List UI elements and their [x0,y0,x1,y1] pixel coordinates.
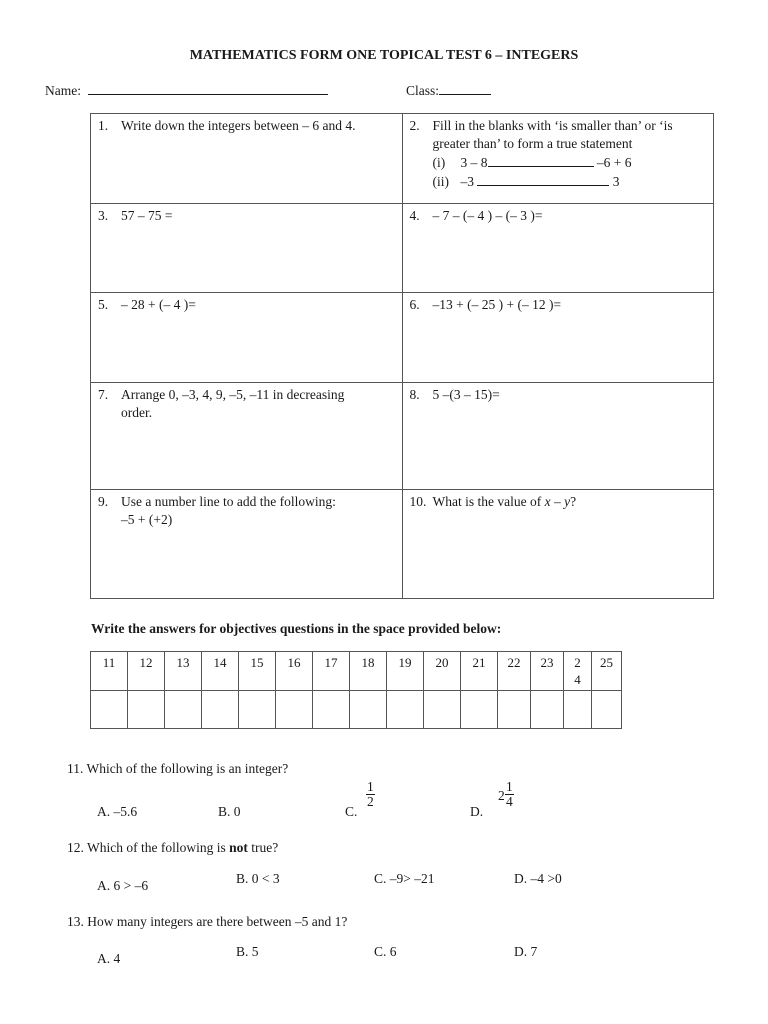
q7-number: 7. [98,387,109,402]
q11-d-fraction [505,780,514,809]
name-label: Name: [45,83,81,98]
q6-number: 6. [409,297,420,312]
answer-grid-header: 23 [531,652,564,691]
answer-grid-header: 2 4 [564,652,592,691]
q10-number: 10. [409,494,427,509]
q2-i-label: (i) [432,155,446,170]
q2-i-left: 3 – 8 [460,155,488,170]
class-label: Class: [406,83,440,98]
q10-text [433,493,577,511]
answer-cell[interactable] [202,691,239,729]
answer-grid-header: 14 [202,652,239,691]
q6-text: –13 + (– 25 ) + (– 12 )= [432,297,562,312]
answer-cell[interactable] [313,691,350,729]
q2-ii-left: –3 [460,174,474,189]
cell-q2[interactable] [402,114,714,204]
q2-i-right: –6 + 6 [596,155,632,170]
q12-option-d[interactable]: D. –4 >0 [514,871,562,886]
answer-grid-header: 25 [592,652,622,691]
q7-text-line1: Arrange 0, –3, 4, 9, –5, –11 in decreasing [121,387,345,402]
cell-q6[interactable] [402,293,714,383]
q2-ii-label: (ii) [432,174,449,189]
answer-grid-header: 19 [387,652,424,691]
q2-text-line2: greater than’ to form a true statement [432,136,633,151]
cell-q7[interactable] [91,383,403,490]
page-title: MATHEMATICS FORM ONE TOPICAL TEST 6 – INTEGERS [189,48,579,63]
q1-number: 1. [98,118,109,133]
q11-c-denominator: 2 [367,794,374,809]
q4-text: – 7 – (– 4 ) – (– 3 )= [432,208,543,223]
name-blank[interactable] [88,81,328,95]
answer-grid-header: 22 [498,652,531,691]
q13-option-b[interactable]: B. 5 [236,944,259,959]
q10-text-post: ? [570,494,577,509]
answer-grid-header: 16 [276,652,313,691]
cell-q1[interactable] [91,114,403,204]
q2-part-ii [433,172,673,191]
answer-cell[interactable] [276,691,313,729]
q5-number: 5. [98,297,109,312]
q11-c-fraction [366,780,375,809]
answer-cell[interactable] [531,691,564,729]
q11-option-c[interactable]: C. [345,804,358,819]
q13-option-a[interactable]: A. 4 [97,951,121,966]
q12-option-a[interactable]: A. 6 > –6 [97,878,149,893]
answer-cell[interactable] [165,691,202,729]
q11-d-denominator: 4 [506,794,513,809]
answer-cell[interactable] [498,691,531,729]
q12-option-c[interactable]: C. –9> –21 [374,871,435,886]
cell-q3[interactable] [91,204,403,293]
q2-ii-blank[interactable] [477,172,609,186]
question-grid [90,113,714,599]
q2-part-i [433,153,673,172]
answer-cell[interactable] [350,691,387,729]
q10-text-pre: What is the value of [432,494,542,509]
q11-option-a[interactable]: A. –5.6 [97,804,138,819]
answer-grid [90,651,622,729]
answer-cell[interactable] [592,691,622,729]
q2-ii-right: 3 [612,174,620,189]
q11-option-b[interactable]: B. 0 [218,804,241,819]
q8-number: 8. [409,387,420,402]
q3-number: 3. [98,208,109,223]
q11-d-numerator: 1 [506,779,513,794]
cell-q8[interactable] [402,383,714,490]
cell-q4[interactable] [402,204,714,293]
q13-option-c[interactable]: C. 6 [374,944,397,959]
q12-stem-bold: not [229,840,248,855]
class-blank[interactable] [439,81,491,95]
q10-var-y: y [564,494,571,509]
q9-text-line1: Use a number line to add the following: [121,494,336,509]
answer-grid-header: 20 [424,652,461,691]
answer-cell[interactable] [387,691,424,729]
q2-number: 2. [409,118,420,133]
q3-text: 57 – 75 = [121,208,173,223]
answer-grid-header: 15 [239,652,276,691]
name-field [45,81,328,99]
q9-text-line2: –5 + (+2) [121,512,173,527]
answer-cell[interactable] [424,691,461,729]
answer-cell[interactable] [564,691,592,729]
cell-q5[interactable] [91,293,403,383]
q12-stem-post: true? [251,840,279,855]
q11-d-whole: 2 [498,788,505,803]
q1-text: Write down the integers between – 6 and 4. [121,118,356,133]
q13-option-d[interactable]: D. 7 [514,944,538,959]
answer-cell[interactable] [91,691,128,729]
q13-stem: 13. How many integers are there between –5 and 1? [67,914,348,929]
q11-stem: 11. Which of the following is an integer? [67,761,289,776]
answer-grid-header: 18 [350,652,387,691]
q11-c-numerator: 1 [367,779,374,794]
objectives-instruction: Write the answers for objectives questions in the space provided below: [91,621,502,636]
q7-text-line2: order. [121,405,153,420]
class-field [406,81,491,99]
answer-cell[interactable] [128,691,165,729]
answer-grid-header: 17 [313,652,350,691]
cell-q10[interactable] [402,490,714,599]
answer-cell[interactable] [461,691,498,729]
q2-i-blank[interactable] [488,153,594,167]
q10-var-x: x [544,494,551,509]
q2-text-line1: Fill in the blanks with ‘is smaller than’ or ‘is [432,118,673,133]
q10-minus: – [553,494,561,509]
answer-grid-header: 12 [128,652,165,691]
cell-q9[interactable] [91,490,403,599]
answer-grid-header: 21 [461,652,498,691]
q12-stem-pre: 12. Which of the following is [67,840,226,855]
q12-option-b[interactable]: B. 0 < 3 [236,871,280,886]
q9-number: 9. [98,494,109,509]
q11-option-d[interactable]: D. [470,804,484,819]
q8-text: 5 –(3 – 15)= [432,387,500,402]
answer-grid-header: 13 [165,652,202,691]
q4-number: 4. [409,208,420,223]
q12-stem [67,840,278,856]
q5-text: – 28 + (– 4 )= [121,297,196,312]
answer-grid-header: 11 [91,652,128,691]
answer-cell[interactable] [239,691,276,729]
